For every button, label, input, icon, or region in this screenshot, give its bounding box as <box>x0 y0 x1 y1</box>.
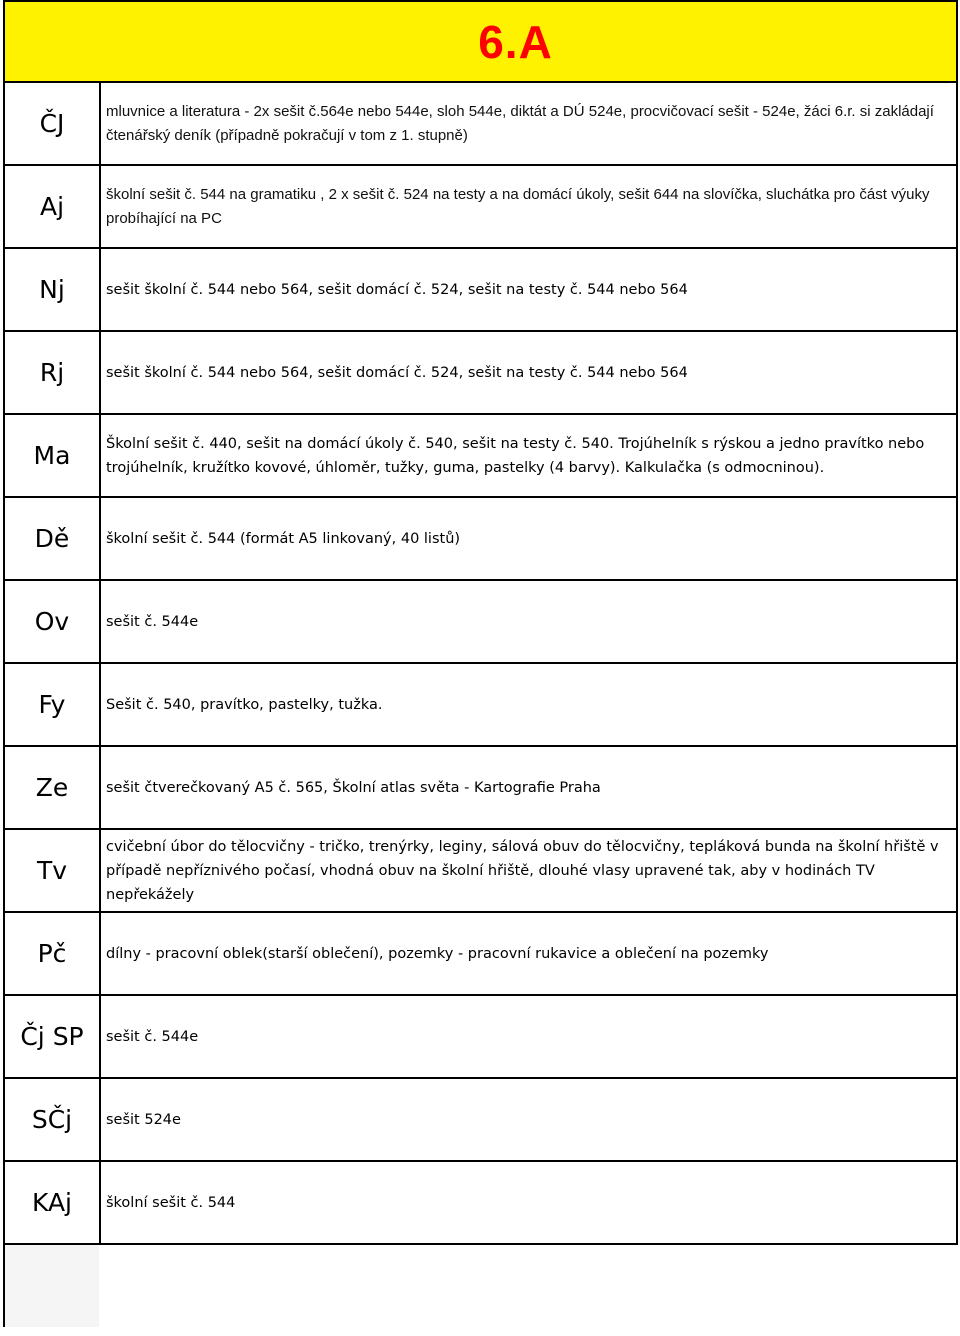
supplies-cell: sešit školní č. 544 nebo 564, sešit domácí č. 524, sešit na testy č. 544 nebo 564 <box>106 364 688 381</box>
table-row <box>5 1079 956 1162</box>
subject-cell: Tv <box>5 830 101 911</box>
supplies-cell: školní sešit č. 544 na gramatiku , 2 x sešit č. 524 na testy a na domácí úkoly, sešit 644 na slovíčka, sluchátka pro část výuky probíhající na PC <box>106 185 930 227</box>
supplies-cell: sešit č. 544e <box>106 1028 199 1045</box>
supplies-cell: sešit 524e <box>106 1111 181 1128</box>
subject-cell: Dě <box>5 498 101 579</box>
subject-cell: Ov <box>5 581 101 662</box>
class-title: 6.A <box>478 15 553 68</box>
table-row <box>5 332 956 415</box>
supplies-cell: sešit školní č. 544 nebo 564, sešit domácí č. 524, sešit na testy č. 544 nebo 564 <box>106 281 688 298</box>
empty-margin-cell <box>3 1245 99 1327</box>
supplies-cell: sešit čtverečkovaný A5 č. 565, Školní atlas světa - Kartografie Praha <box>106 779 601 796</box>
subject-cell: Fy <box>5 664 101 745</box>
subject-cell: Pč <box>5 913 101 994</box>
table-row <box>5 830 956 913</box>
supplies-cell: mluvnice a literatura - 2x sešit č.564e nebo 544e, sloh 544e, diktát a DÚ 524e, procvičovací sešit - 524e, žáci 6.r. si zakládají čtenářský deník (případně pokračují v tom z 1. stupně) <box>106 102 934 144</box>
table-row <box>5 498 956 581</box>
table-row <box>5 249 956 332</box>
class-title-banner <box>3 0 958 83</box>
subject-cell: Ma <box>5 415 101 496</box>
table-row <box>5 913 956 996</box>
supplies-cell: Sešit č. 540, pravítko, pastelky, tužka. <box>106 696 383 713</box>
subject-cell: Ze <box>5 747 101 828</box>
subject-cell: Rj <box>5 332 101 413</box>
subject-cell: KAj <box>5 1162 101 1243</box>
table-row <box>5 415 956 498</box>
subject-cell: Čj SP <box>5 996 101 1077</box>
supply-table <box>3 83 958 1245</box>
table-row <box>5 664 956 747</box>
supply-list-sheet <box>3 0 958 1327</box>
supplies-cell: cvičební úbor do tělocvičny - tričko, trenýrky, leginy, sálová obuv do tělocvičny, tepláková bunda na školní hřiště v případě nepříznivého počasí, vhodná obuv na školní hřiště, dlouhé vlasy upravené tak, aby v hodinách TV nepřekážely <box>106 838 939 903</box>
subject-cell: SČj <box>5 1079 101 1160</box>
supplies-cell: školní sešit č. 544 <box>106 1194 236 1211</box>
subject-cell: Nj <box>5 249 101 330</box>
table-row <box>5 996 956 1079</box>
subject-cell: Aj <box>5 166 101 247</box>
supplies-cell: sešit č. 544e <box>106 613 199 630</box>
supplies-cell: školní sešit č. 544 (formát A5 linkovaný, 40 listů) <box>106 530 461 547</box>
table-row <box>5 581 956 664</box>
table-row <box>5 747 956 830</box>
supplies-cell: dílny - pracovní oblek(starší oblečení), pozemky - pracovní rukavice a oblečení na pozemky <box>106 945 769 962</box>
supplies-cell: Školní sešit č. 440, sešit na domácí úkoly č. 540, sešit na testy č. 540. Trojúhelník s rýskou a jedno pravítko nebo trojúhelník, kružítko kovové, úhloměr, tužky, guma, pastelky (4 barvy). Kalkulačka (s odmocninou). <box>106 435 925 476</box>
table-row <box>5 1162 956 1245</box>
subject-cell: ČJ <box>5 83 101 164</box>
table-row <box>5 166 956 249</box>
table-row <box>5 83 956 166</box>
